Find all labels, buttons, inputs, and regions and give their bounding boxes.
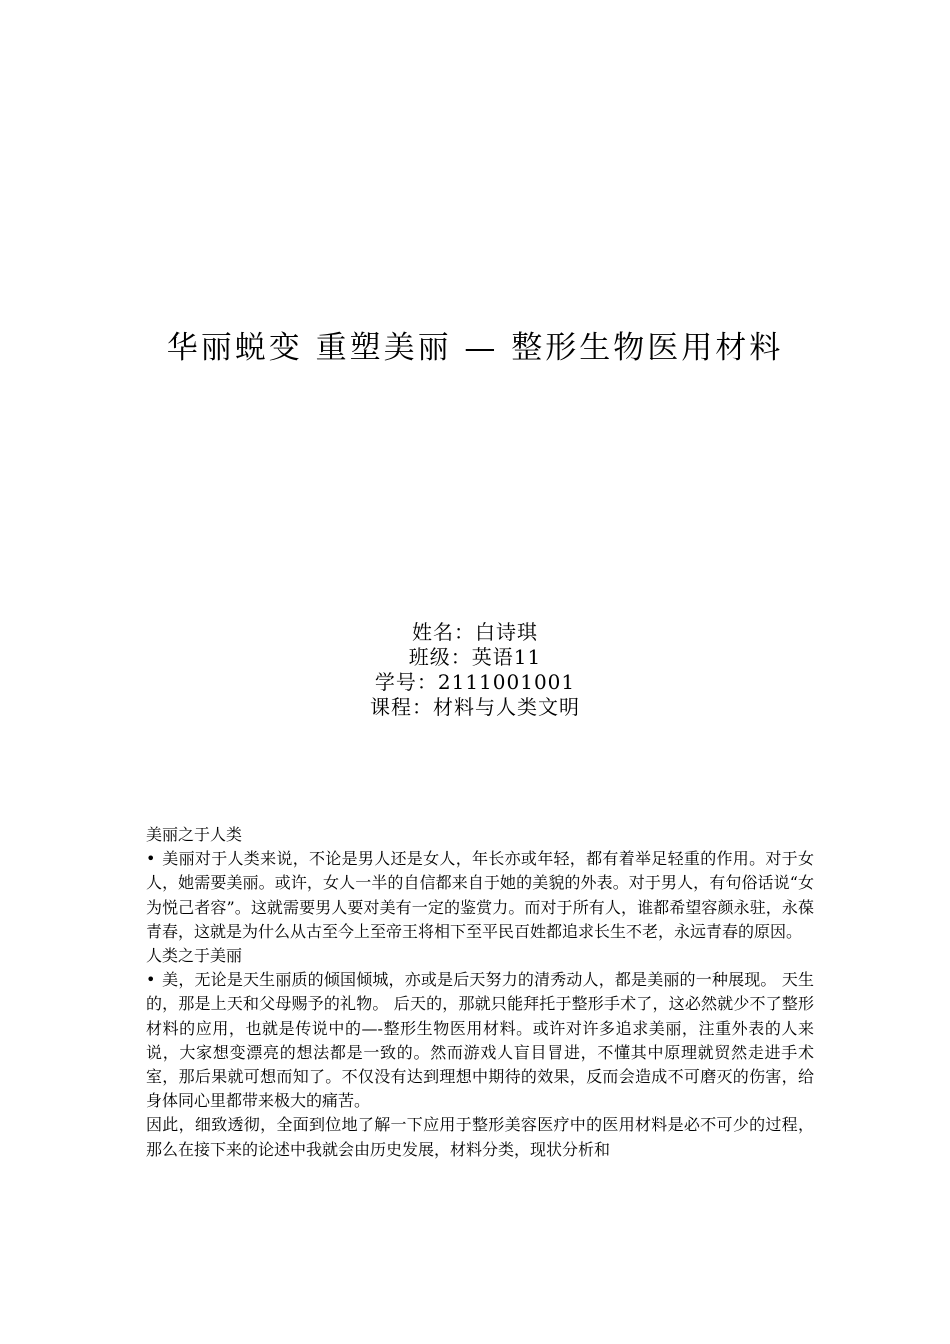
author-class: 班级：英语11 [408, 645, 542, 669]
paragraph-text: 美丽对于人类来说，不论是男人还是女人，年长亦或年轻，都有着举足轻重的作用。对于女人，她需要美丽。或许，女人一半的自信都来自于她的美貌的外表。对于男人，有句俗话说“女为悦己者容”。这就需要男人要对美有一定的鉴赏力。而对于所有人，谁都希望容颜永驻，永葆青春，这就是为什么从古至今上至帝王将相下至平民百姓都追求长生不老，永远青春的原因。 [146, 849, 814, 941]
section-heading: 美丽之于人类 [146, 825, 243, 844]
author-info-block [0, 620, 950, 720]
body-text [146, 823, 814, 1162]
closing-paragraph: 因此，细致透彻，全面到位地了解一下应用于整形美容医疗中的医用材料是必不可少的过程，那么在接下来的论述中我就会由历史发展，材料分类，现状分析和 [146, 1115, 814, 1159]
section-heading: 人类之于美丽 [146, 946, 243, 966]
bullet-icon: • [146, 970, 156, 990]
course-name: 课程：材料与人类文明 [370, 695, 580, 719]
section-paragraph [146, 847, 814, 944]
student-id: 学号：2111001001 [374, 670, 576, 694]
section-paragraph [146, 968, 814, 1113]
bullet-icon: • [146, 849, 156, 869]
document-title: 华丽蜕变 重塑美丽 — 整形生物医用材料 [166, 330, 784, 366]
paragraph-text: 美，无论是天生丽质的倾国倾城，亦或是后天努力的清秀动人，都是美丽的一种展现。 天生的，那是上天和父母赐予的礼物。 后天的，那就只能拜托于整形手术了，这必然就少不了整形材料的应用，也就是传说中的—-整形生物医用材料。或许对许多追求美丽，注重外表的人来说，大家想变漂亮的想法都是一致的。然而游戏人盲目冒进，不懂其中原理就贸然走进手术室，那后果就可想而知了。不仅没有达到理想中期待的效果，反而会造成不可磨灭的伤害，给身体同心里都带来极大的痛苦。 [146, 970, 814, 1111]
author-name: 姓名：白诗琪 [412, 620, 538, 644]
